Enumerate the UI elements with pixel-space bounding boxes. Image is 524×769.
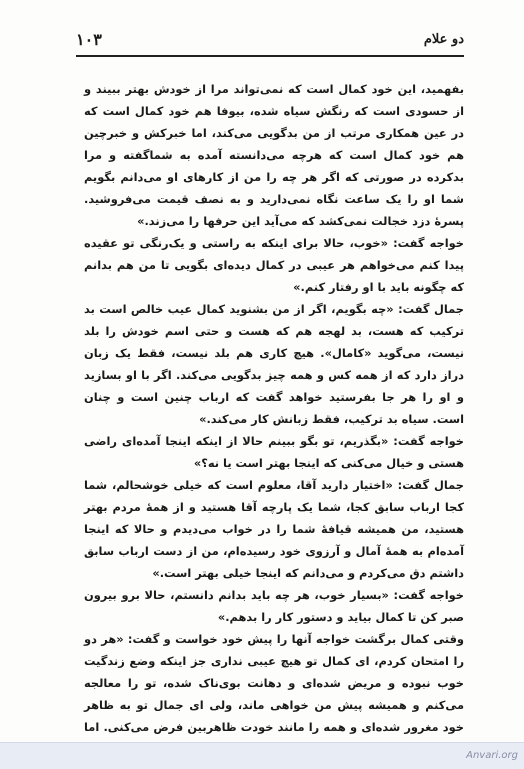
paragraph: خواجه گفت: «خوب، حالا برای اینکه به راستی و یک‌رنگی تو عقیده پیدا کنم می‌خواهم هر عیبی در کمال دیده‌ای بگویی تا من هم بدانم که چگونه باید با او رفتار کنم.» <box>84 236 464 294</box>
paragraph: خواجه گفت: «بسیار خوب، هر چه باید بدانم دانستم، حالا برو بیرون صبر کن تا کمال بیاید و دستور کار را بدهم.» <box>84 588 464 624</box>
watermark: Anvari.org <box>466 750 518 761</box>
footer-band <box>0 742 524 769</box>
paragraph: جمال گفت: «چه بگویم، اگر از من بشنوید کمال عیب خالص است بد ترکیب که هست، بد لهجه هم که هست و حتی اسم خودش را بلد نیست، می‌گوید «کامال». هیچ کاری هم بلد نیست، فقط یک زبان دراز دارد که از همه کس و همه چیز بدگویی می‌کند. اگر با او بسازید و او را هر جا بفرستید خواهد گفت که ارباب چنین است و چنان است. سیاه بد ترکیب، فقط زبانش کار می‌کند.» <box>84 302 464 426</box>
paragraph: وقتی کمال برگشت خواجه آنها را پیش خود خواست و گفت: «هر دو را امتحان کردم، ای کمال تو هیچ عیبی نداری جز اینکه وضع زندگیت خوب نبوده و مریض شده‌ای و دهانت بوی‌ناک شده، تو را معالجه می‌کنم و همیشه پیش من خواهی ماند، ولی ای جمال تو به ظاهر خود مغرور شده‌ای و همه را مانند خودت ظاهربین فرض می‌کنی. اما <box>84 632 464 734</box>
paragraph: خواجه گفت: «بگذریم، تو بگو ببینم حالا از اینکه اینجا آمده‌ای راضی هستی و خیال می‌کنی که اینجا بهتر است یا نه؟» <box>84 434 464 470</box>
page-body <box>84 78 464 760</box>
page-header <box>76 30 464 52</box>
page-number: ۱۰۳ <box>76 30 102 49</box>
paragraph: جمال گفت: «اختیار دارید آقا، معلوم است که خیلی خوشحالم، شما کجا ارباب سابق کجا، شما یک پارچه آقا هستید و از همهٔ مردم بهتر هستید، من همیشه قیافهٔ شما را در خواب می‌دیدم و حالا که اینجا آمده‌ام به همهٔ آمال و آرزوی خود رسیده‌ام، من از دست ارباب سابق داشتم دق می‌کردم و می‌دانم که اینجا خیلی بهتر است.» <box>84 478 464 580</box>
paragraph: بفهمید، این خود کمال است که نمی‌تواند مرا از خودش بهتر ببیند و از حسودی است که رنگش سیاه شده، بیوفا هم خود کمال است که در عین همکاری مرتب از من بدگویی می‌کند، اما خبرکش و خبرچین هم خود کمال است که هرچه می‌دانسته آمده به شماگفته و مرا بدکرده در صورتی که اگر هر چه را من از کارهای او می‌دانم بگویم شما او را یک ساعت نگاه نمی‌دارید و به نصف قیمت می‌فروشید. پسرهٔ دزد خجالت نمی‌کشد که می‌آید این حرفها را می‌زند.» <box>84 82 464 228</box>
header-rule <box>76 55 464 57</box>
running-title: دو علام <box>423 32 464 47</box>
